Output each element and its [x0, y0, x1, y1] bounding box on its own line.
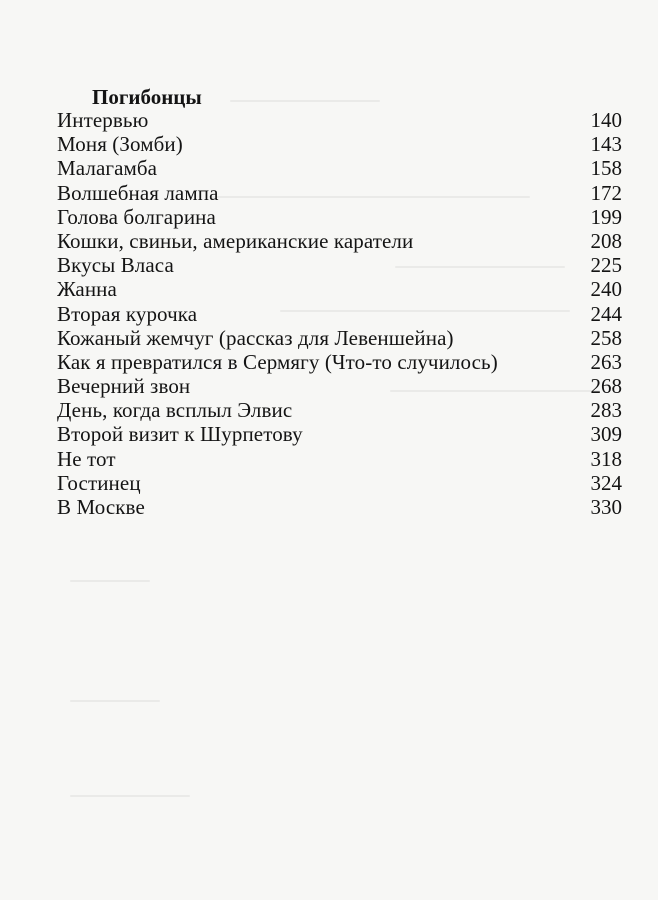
- toc-entry-page-number: 324: [590, 470, 622, 495]
- toc-entry: [57, 495, 622, 519]
- toc-entry: [57, 447, 622, 471]
- toc-entry-title: Как я превратился в Сермягу (Что-то случилось): [57, 349, 498, 374]
- toc-entry-title: Не тот: [57, 446, 116, 471]
- toc-entry-title: Интервью: [57, 108, 149, 132]
- toc-entry: [57, 181, 622, 205]
- bleed-through-mark: [70, 700, 160, 702]
- toc-entry-title: Малагамба: [57, 156, 158, 181]
- toc-entry-page-number: 258: [590, 325, 622, 350]
- toc-entry-page-number: 172: [590, 180, 622, 205]
- toc-entry-page-number: 143: [590, 132, 622, 157]
- bleed-through-mark: [70, 795, 190, 797]
- toc-entry-title: Жанна: [57, 277, 117, 302]
- toc-entry: [57, 277, 622, 301]
- toc-entry-title: Вечерний звон: [57, 374, 191, 399]
- toc-entry: [57, 422, 622, 446]
- toc-entry-title: Голова болгарина: [57, 204, 216, 229]
- toc-entry-page-number: 309: [590, 422, 622, 447]
- toc-entry: [57, 229, 622, 253]
- toc-entry: [57, 108, 622, 132]
- table-of-contents: [57, 108, 622, 519]
- toc-entry-title: Кошки, свиньи, американские каратели: [57, 228, 414, 253]
- toc-entry-page-number: 268: [590, 374, 622, 399]
- toc-entry: [57, 132, 622, 156]
- toc-entry-title: День, когда всплыл Элвис: [57, 398, 293, 423]
- toc-entry-page-number: 263: [590, 349, 622, 374]
- bleed-through-mark: [70, 580, 150, 582]
- toc-entry-page-number: 208: [590, 228, 622, 253]
- toc-entry-page-number: 330: [590, 495, 622, 519]
- toc-entry-page-number: 283: [590, 398, 622, 423]
- toc-entry-title: Второй визит к Шурпетову: [57, 422, 303, 447]
- toc-entry-title: Волшебная лампа: [57, 180, 219, 205]
- toc-entry-title: Кожаный жемчуг (рассказ для Левеншейна): [57, 325, 454, 350]
- toc-entry-page-number: 158: [590, 156, 622, 181]
- toc-entry: [57, 374, 622, 398]
- toc-entry-page-number: 140: [590, 108, 622, 132]
- toc-entry-title: Вторая курочка: [57, 301, 198, 326]
- toc-entry-title: В Москве: [57, 495, 145, 519]
- toc-entry: [57, 302, 622, 326]
- toc-entry: [57, 398, 622, 422]
- toc-entry: [57, 471, 622, 495]
- toc-entry-page-number: 199: [590, 204, 622, 229]
- toc-entry-page-number: 225: [590, 253, 622, 278]
- section-title: Погибонцы: [92, 85, 202, 109]
- toc-entry-page-number: 318: [590, 446, 622, 471]
- toc-entry: [57, 326, 622, 350]
- toc-entry: [57, 350, 622, 374]
- bleed-through-mark: [230, 100, 380, 102]
- toc-entry-title: Вкусы Власа: [57, 253, 174, 278]
- toc-entry-title: Моня (Зомби): [57, 132, 183, 157]
- toc-entry-title: Гостинец: [57, 470, 141, 495]
- toc-entry: [57, 253, 622, 277]
- toc-entry-page-number: 244: [590, 301, 622, 326]
- toc-entry: [57, 205, 622, 229]
- toc-entry: [57, 156, 622, 180]
- toc-entry-page-number: 240: [590, 277, 622, 302]
